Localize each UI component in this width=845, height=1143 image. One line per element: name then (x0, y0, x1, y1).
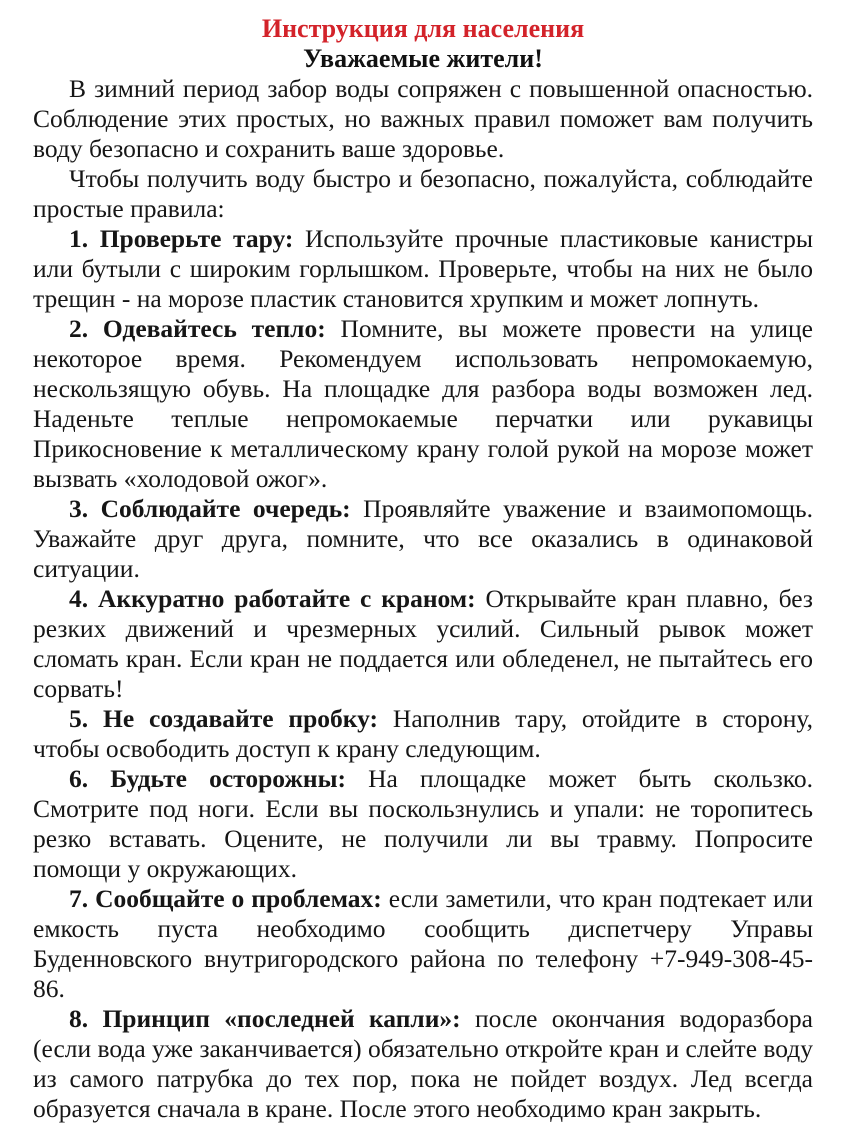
rule-text-1: Используйте прочные пластиковые канистры или бутыли с широким горлышком. Проверьте, чтобы на них не было трещин - на морозе пластик становится хрупким и может лопнуть. (33, 224, 813, 313)
rule-item-6 (33, 764, 813, 884)
rule-text-6: На площадке может быть скользко. Смотрите под ноги. Если вы поскользнулись и упали: не торопитесь резко вставать. Оцените, не получили ли вы травму. Попросите помощи у окружающих. (33, 764, 814, 883)
rule-lead-1: 1. Проверьте тару: (69, 224, 294, 253)
rule-lead-5: 5. Не создавайте пробку: (69, 704, 379, 733)
rule-lead-2: 2. Одевайтесь тепло: (69, 314, 326, 343)
rule-text-8: после окончания водоразбора (если вода уже заканчивается) обязательно откройте кран и слейте воду из самого патрубка до тех пор, пока не пойдет воздух. Лед всегда образуется сначала в кране. После этого необходимо кран закрыть. (33, 1004, 814, 1123)
rule-lead-7: 7. Сообщайте о проблемах: (69, 884, 382, 913)
rule-text-2: Помните, вы можете провести на улице некоторое время. Рекомендуем использовать непромокаемую, нескользящую обувь. На площадке для разбора воды возможен лед. Наденьте теплые непромокаемые перчатки или рукавицы Прикосновение к металлическому крану голой рукой на морозе может вызвать «холодовой ожог». (33, 314, 813, 493)
rule-lead-3: 3. Соблюдайте очередь: (69, 494, 351, 523)
intro-paragraph-1: В зимний период забор воды сопряжен с повышенной опасностью. Соблюдение этих простых, но важных правил поможет вам получить воду безопасно и сохранить ваше здоровье. (33, 74, 813, 163)
rule-item-4 (33, 584, 813, 704)
rule-item-3 (33, 494, 813, 584)
rule-text-4: Открывайте кран плавно, без резких движений и чрезмерных усилий. Сильный рывок может сломать кран. Если кран не поддается или обледенел, не пытайтесь его сорвать! (33, 584, 813, 703)
rule-text-5: Наполнив тару, отойдите в сторону, чтобы освободить доступ к крану следующим. (33, 704, 813, 763)
rule-lead-8: 8. Принцип «последней капли»: (69, 1004, 461, 1033)
rule-lead-4: 4. Аккуратно работайте с краном: (69, 584, 476, 613)
rule-item-7 (33, 884, 813, 1004)
rule-text-3: Проявляйте уважение и взаимопомощь. Уважайте друг друга, помните, что все оказались в одинаковой ситуации. (33, 494, 813, 583)
rule-item-5 (33, 704, 813, 764)
rule-text-7: если заметили, что кран подтекает или емкость пуста необходимо сообщить диспетчеру Управы Буденновского внутригородского района по телефону +7-949-308-45-86. (33, 884, 813, 1003)
rule-item-8 (33, 1004, 813, 1124)
rule-lead-6: 6. Будьте осторожны: (69, 764, 346, 793)
rule-item-1 (33, 224, 813, 314)
intro-paragraph-2: Чтобы получить воду быстро и безопасно, пожалуйста, соблюдайте простые правила: (33, 164, 813, 223)
page-title: Инструкция для населения (261, 14, 585, 43)
page-subtitle: Уважаемые жители! (303, 44, 543, 73)
rule-item-2 (33, 314, 813, 494)
